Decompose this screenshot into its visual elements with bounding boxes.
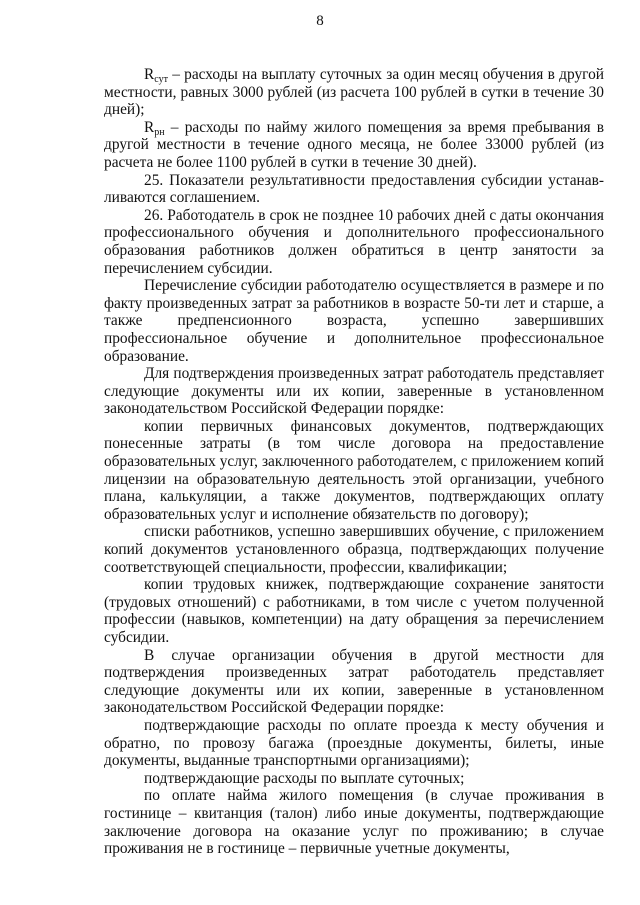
list-item-work-books: копии трудовых книжек, подтверждающие сохранение занятости (трудовых отношений) с работниками, в том числе с учетом полученной профессии (навыков, компетенции) на дату обращения за перечислением субсидии. — [104, 576, 604, 646]
formula-symbol: R — [144, 118, 155, 136]
definition-r-sut — [104, 66, 604, 119]
paragraph-documents-intro: Для подтверждения произведенных затрат работодатель представляет следующие документы или их копии, заверенные в установленном законодательством Российской Федерации порядке: — [104, 365, 604, 418]
paragraph-subsidy-transfer: Перечисление субсидии работодателю осуществляется в размере и по факту произведенных затрат за работников в возрасте 50-ти лет и старше, а также предпенсионного возраста, успешно завершивших профессиональное обучение и дополнительное профессиональное образование. — [104, 277, 604, 365]
paragraph-other-locality: В случае организации обучения в другой местности для подтверждения произведенных затрат работодатель представляет следующие документы или их копии, заверенные в установленном законодательством Российской Федерации порядке: — [104, 646, 604, 717]
paragraph-text: – расходы на выплату суточных за один месяц обучения в другой местности, равных 3000 рублей (из расчета 100 рублей в сутки в течение 30 дней); — [104, 66, 604, 119]
page-number: 8 — [316, 13, 324, 29]
paragraph-26: 26. Работодатель в срок не позднее 10 рабочих дней с даты окончания профессионального обучения и дополнительного профессионального образования работников должен обратиться в центр занятости за перечислением субсидии. — [104, 206, 604, 277]
list-item-employee-lists: списки работников, успешно завершивших обучение, с приложением копий документов установленного образца, подтверждающих получение соответствующей специальности, профессии, квалификации; — [104, 523, 604, 576]
list-item-accommodation: по оплате найма жилого помещения (в случае проживания в гостинице – квитанция (талон) либо иные документы, подтверждающие заключение договора на оказание услуг по проживанию; в случае проживания не в гостинице – первичные учетные документы, — [104, 787, 604, 858]
paragraph-25: 25. Показатели результативности предоставления субсидии устанавливаются соглашением. — [104, 171, 604, 207]
list-item-financial-documents: копии первичных финансовых документов, подтверждающих понесенные затраты (в том числе договора на предоставление образовательных услуг, заключенного работодателем, с приложением копий лицензии на образовательную деятельность этой организации, учебного плана, калькуляции, а также документов, подтверждающих оплату образовательных услуг и исполнение обязательств по договору); — [104, 417, 604, 523]
paragraph-text: – расходы по найму жилого помещения за время пребывания в другой местности в течение одного месяца, не более 33000 рублей (из расчета не более 1100 рублей в сутки в течение 30 дней). — [104, 118, 604, 171]
list-item-travel-expenses: подтверждающие расходы по оплате проезда к месту обучения и обратно, по провозу багажа (проездные документы, билеты, иные документы, выданные транспортными организациями); — [104, 716, 604, 770]
definition-r-rn — [104, 119, 604, 172]
document-body — [104, 66, 604, 858]
formula-subscript: сут — [154, 74, 168, 85]
list-item-daily-allowance: подтверждающие расходы по выплате суточных; — [144, 769, 465, 787]
formula-subscript: рн — [154, 126, 165, 138]
formula-symbol: R — [144, 66, 155, 83]
